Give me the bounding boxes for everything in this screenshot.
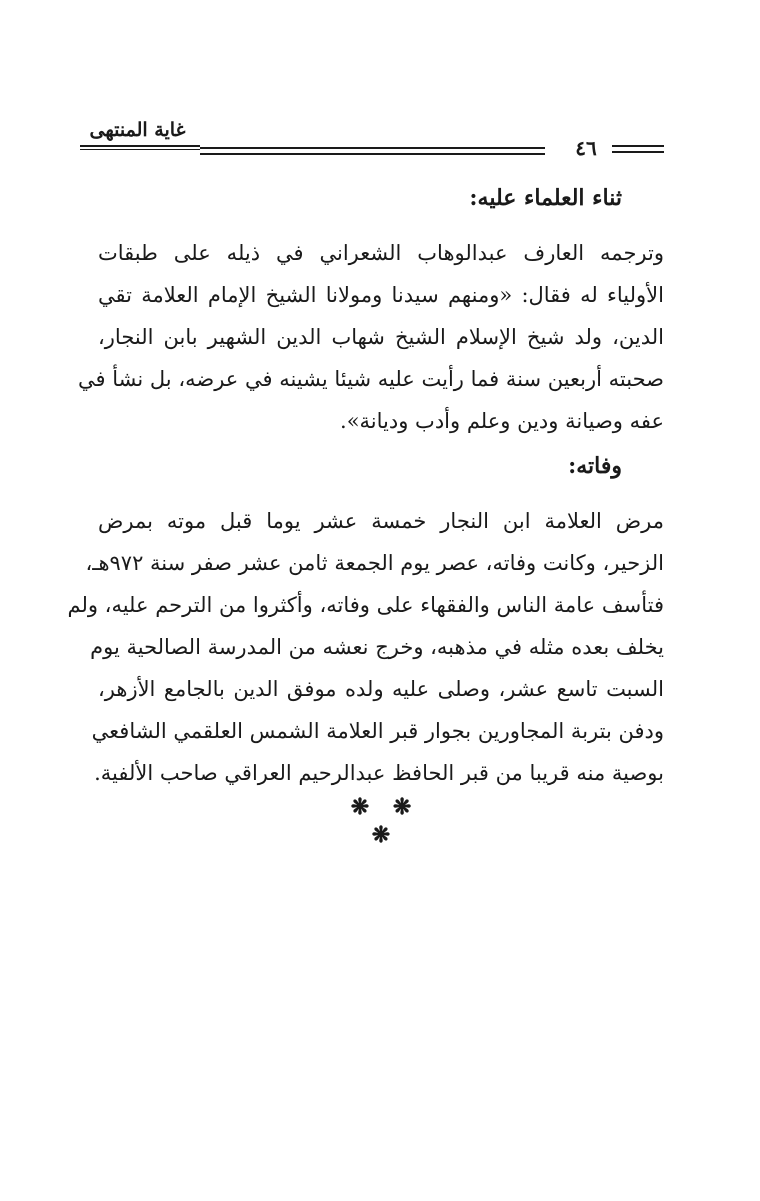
running-title-underline <box>80 145 200 147</box>
section-separator: ❋ ❋ ❋ <box>350 794 420 848</box>
section-body-praise <box>78 232 664 442</box>
running-title-underline-thin <box>80 149 200 150</box>
text-line: مرض العلامة ابن النجار خمسة عشر يوما قبل موته بمرض <box>98 509 664 533</box>
text-line: بوصية منه قريبا من قبر الحافظ عبدالرحيم العراقي صاحب الألفية. <box>94 761 664 785</box>
text-line: صحبته أربعين سنة فما رأيت عليه شيئا يشينه في عرضه، بل نشأ في <box>78 367 664 391</box>
section-heading-praise: ثناء العلماء عليه: <box>469 185 622 211</box>
text-line: ودفن بتربة المجاورين بجوار قبر العلامة الشمس العلقمي الشافعي <box>91 719 664 743</box>
text-line: فتأسف عامة الناس والفقهاء على وفاته، وأكثروا من الترحم عليه، ولم <box>67 593 664 617</box>
page-number: ٤٦ <box>575 136 597 160</box>
section-heading-death: وفاته: <box>568 453 622 479</box>
text-line: السبت تاسع عشر، وصلى عليه ولده موفق الدين بالجامع الأزهر، <box>98 677 664 701</box>
page-number-rule <box>612 145 664 147</box>
text-line: الأولياء له فقال: «ومنهم سيدنا ومولانا الشيخ الإمام العلامة تقي <box>98 283 664 307</box>
text-line: الدين، ولد شيخ الإسلام الشيخ شهاب الدين الشهير بابن النجار، <box>98 325 664 349</box>
header-rule <box>200 147 545 149</box>
text-line: وترجمه العارف عبدالوهاب الشعراني في ذيله على طبقات <box>98 241 664 265</box>
text-line: عفه وصيانة ودين وعلم وأدب وديانة». <box>340 409 664 433</box>
header-rule <box>200 153 545 155</box>
text-line: يخلف بعده مثله في مذهبه، وخرج نعشه من المدرسة الصالحية يوم <box>90 635 664 659</box>
page-number-rule <box>612 151 664 153</box>
running-title: غاية المنتهى <box>89 119 186 141</box>
section-body-death <box>67 500 664 794</box>
text-line: الزحير، وكانت وفاته، عصر يوم الجمعة ثامن عشر صفر سنة ٩٧٢هـ، <box>85 551 664 575</box>
